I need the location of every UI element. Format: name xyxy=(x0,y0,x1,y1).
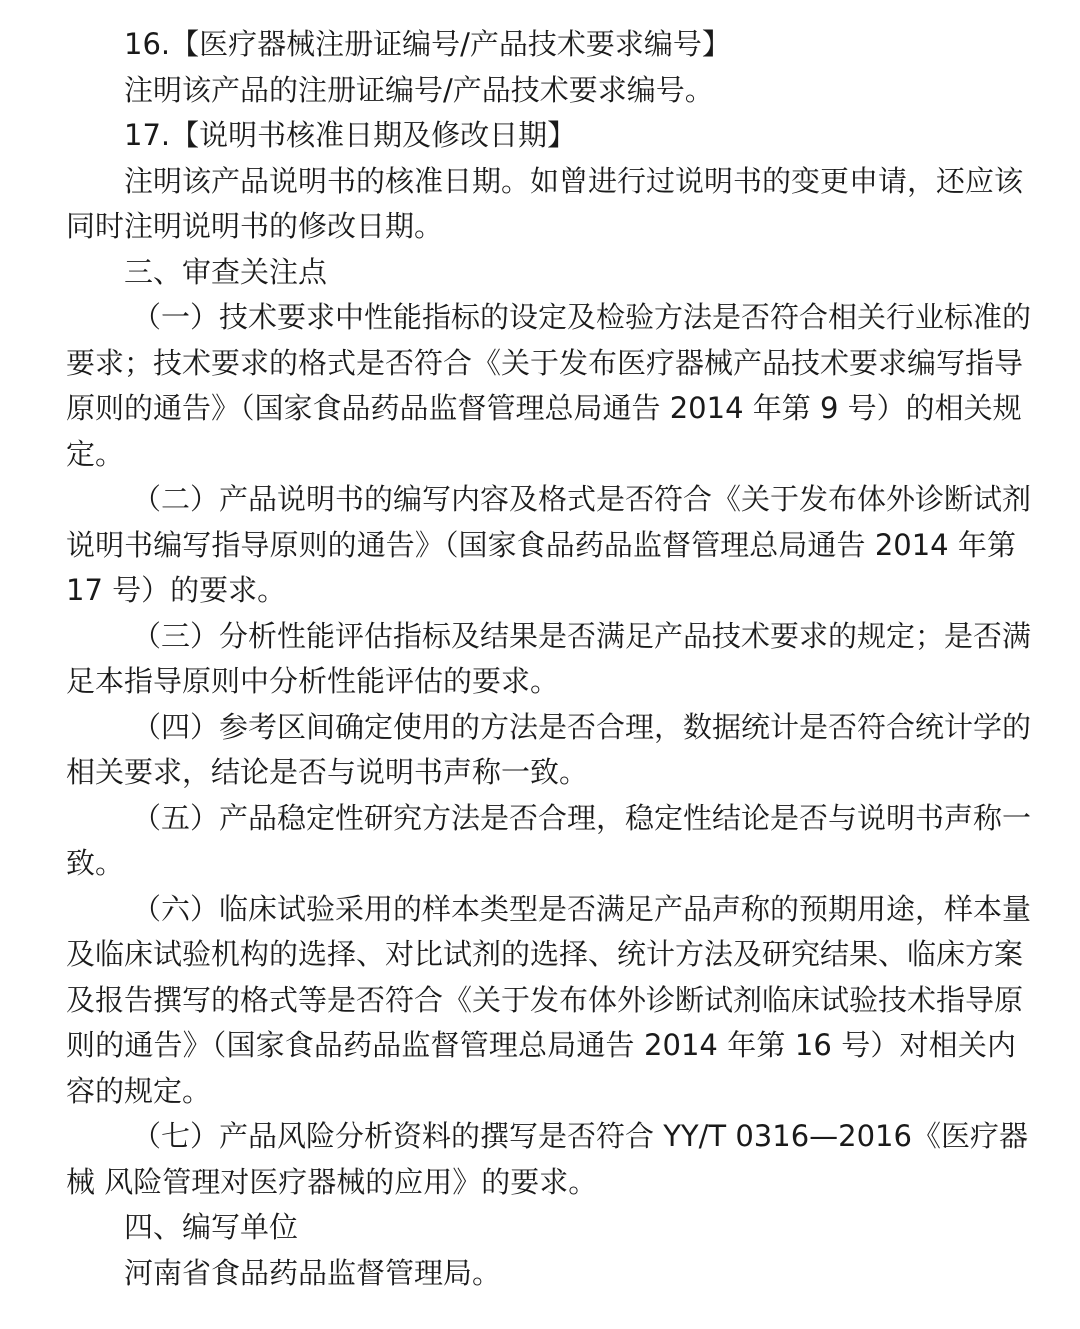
paragraph-line: 及报告撰写的格式等是否符合《关于发布体外诊断试剂临床试验技术指导原 xyxy=(66,982,1024,1017)
section-heading-16: 16.【医疗器械注册证编号/产品技术要求编号】 xyxy=(124,27,731,61)
paragraph-line: （二）产品说明书的编写内容及格式是否符合《关于发布体外诊断试剂 xyxy=(132,482,1032,516)
paragraph-line: 及临床试验机构的选择、对比试剂的选择、统计方法及研究结果、临床方案 xyxy=(66,937,1024,971)
paragraph-line: （五）产品稳定性研究方法是否合理，稳定性结论是否与说明书声称一 xyxy=(132,800,1032,835)
authoring-unit-name: 河南省食品药品监督管理局。 xyxy=(124,1255,502,1290)
paragraph-line: （一）技术要求中性能指标的设定及检验方法是否符合相关行业标准的 xyxy=(132,300,1032,334)
paragraph-line: （四）参考区间确定使用的方法是否合理，数据统计是否符合统计学的 xyxy=(132,709,1032,744)
paragraph-line: 械 风险管理对医疗器械的应用》的要求。 xyxy=(66,1164,598,1199)
paragraph-line: 17 号）的要求。 xyxy=(66,573,287,607)
paragraph-line: 原则的通告》（国家食品药品监督管理总局通告 2014 年第 9 号）的相关规 xyxy=(66,391,1022,425)
paragraph-line: （六）临床试验采用的样本类型是否满足产品声称的预期用途，样本量 xyxy=(132,891,1032,926)
document-body xyxy=(66,22,1032,1296)
section-heading-17: 17.【说明书核准日期及修改日期】 xyxy=(124,118,577,152)
paragraph-line: （三）分析性能评估指标及结果是否满足产品技术要求的规定；是否满 xyxy=(132,618,1032,653)
paragraph-line: 定。 xyxy=(66,436,125,471)
paragraph-line: 说明书编写指导原则的通告》（国家食品药品监督管理总局通告 2014 年第 xyxy=(66,527,1016,562)
paragraph-line: 注明该产品说明书的核准日期。如曾进行过说明书的变更申请，还应该 xyxy=(124,163,1024,198)
paragraph-line: 则的通告》（国家食品药品监督管理总局通告 2014 年第 16 号）对相关内 xyxy=(66,1028,1016,1062)
paragraph-line: 容的规定。 xyxy=(66,1073,212,1108)
paragraph-line: （七）产品风险分析资料的撰写是否符合 YY/T 0316—2016《医疗器 xyxy=(132,1119,1028,1153)
paragraph-line: 注明该产品的注册证编号/产品技术要求编号。 xyxy=(124,72,714,107)
paragraph-line: 同时注明说明书的修改日期。 xyxy=(66,209,444,243)
section-heading-authoring-unit: 四、编写单位 xyxy=(124,1210,299,1244)
section-heading-review-points: 三、审查关注点 xyxy=(124,254,328,289)
paragraph-line: 致。 xyxy=(66,846,125,880)
paragraph-line: 要求；技术要求的格式是否符合《关于发布医疗器械产品技术要求编写指导 xyxy=(66,345,1024,380)
paragraph-line: 足本指导原则中分析性能评估的要求。 xyxy=(66,664,560,698)
paragraph-line: 相关要求，结论是否与说明书声称一致。 xyxy=(66,755,589,789)
